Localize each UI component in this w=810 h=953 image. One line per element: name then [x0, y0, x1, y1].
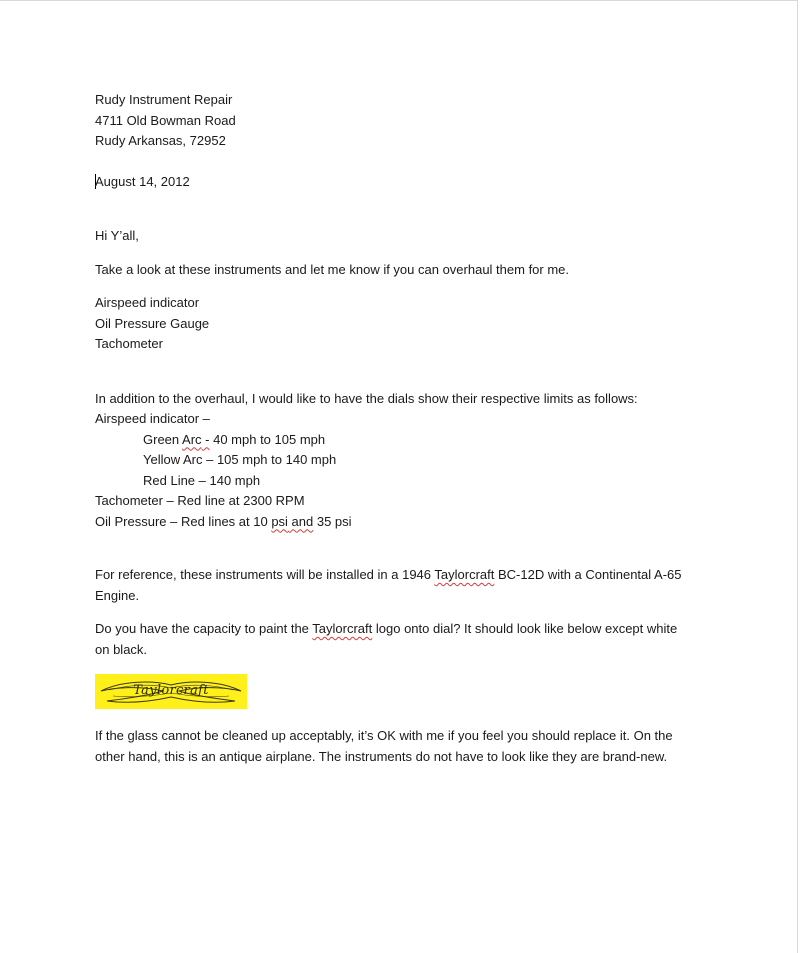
letter-date — [95, 172, 735, 193]
limits-section — [95, 389, 735, 533]
page-border-top — [0, 0, 797, 1]
green-arc-line: Green Arc - 40 mph to 105 mph — [143, 431, 326, 447]
instrument-item: Airspeed indicator — [95, 295, 200, 310]
oil-pressure-limit: Oil Pressure – Red lines at 10 psi and 35 psi — [95, 513, 352, 529]
taylorcraft-logo-image[interactable] — [95, 674, 247, 709]
tachometer-limit: Tachometer – Red line at 2300 RPM — [95, 493, 305, 508]
date-text: August 14, 2012 — [95, 173, 190, 189]
limits-intro: In addition to the overhaul, I would like to have the dials show their respective limits as follows: — [95, 390, 638, 406]
logo-text: Taylorcraft — [133, 683, 209, 698]
reference-paragraph: For reference, these instruments will be installed in a 1946 Taylorcraft BC-12D with a Continental A-65 Engine. — [95, 567, 682, 603]
closing-paragraph: If the glass cannot be cleaned up acceptably, it’s OK with me if you feel you should replace it. On the other hand, this is an antique airplane. The instruments do not have to look like they are brand-new. — [95, 728, 673, 764]
sender-city: Rudy Arkansas, 72952 — [95, 133, 226, 148]
logo-request-paragraph: Do you have the capacity to paint the Taylorcraft logo onto dial? It should look like below except white on black. — [95, 621, 678, 657]
spellcheck-word[interactable]: psi — [271, 513, 288, 529]
spellcheck-word[interactable]: Arc — [182, 431, 202, 447]
letter-body[interactable] — [95, 90, 735, 767]
spellcheck-word[interactable]: Taylorcraft — [434, 567, 495, 582]
greeting: Hi Y’all, — [95, 228, 139, 243]
spellcheck-word[interactable]: Taylorcraft — [312, 621, 373, 636]
airspeed-heading: Airspeed indicator – — [95, 411, 210, 426]
sender-name: Rudy Instrument Repair — [95, 92, 233, 107]
instrument-item: Tachometer — [95, 336, 163, 351]
yellow-arc-line: Yellow Arc – 105 mph to 140 mph — [143, 452, 337, 467]
instrument-list — [95, 293, 735, 355]
page-border-right — [797, 0, 798, 953]
sender-address — [95, 90, 735, 152]
instrument-item: Oil Pressure Gauge — [95, 315, 210, 331]
sender-street: 4711 Old Bowman Road — [95, 112, 236, 128]
red-line-line: Red Line – 140 mph — [143, 472, 261, 488]
intro-paragraph: Take a look at these instruments and let me know if you can overhaul them for me. — [95, 261, 570, 277]
